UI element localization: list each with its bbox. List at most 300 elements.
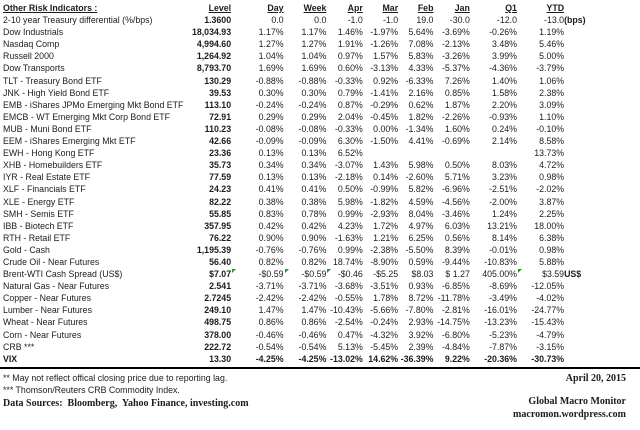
report-page: [0, 2, 640, 421]
column-header-day: Day: [267, 3, 284, 13]
change-value: -0.99%: [370, 184, 399, 195]
indicator-name: EWH - Hong Kong ETF: [3, 148, 95, 159]
change-value: -0.54%: [255, 341, 284, 352]
change-value: 9.22%: [444, 353, 470, 364]
change-value: -0.46%: [255, 329, 284, 340]
change-value: 0.82%: [301, 256, 327, 267]
unit-label: [564, 75, 607, 87]
indicator-name: Gold - Cash: [3, 244, 50, 255]
change-value: -3.69%: [441, 27, 470, 38]
change-value: 0.13%: [258, 148, 284, 159]
risk-indicators-table: [3, 2, 607, 365]
change-value: 1.24%: [492, 208, 517, 219]
change-value: -5.23%: [489, 329, 517, 340]
table-row: [3, 183, 607, 195]
level-value: 1,264.92: [196, 51, 232, 62]
footnotes: [3, 372, 249, 421]
change-value: 6.03%: [444, 220, 470, 231]
indicator-name: XLF - Financials ETF: [3, 184, 86, 195]
change-value: 6.30%: [337, 136, 363, 147]
column-header-mar: Mar: [382, 3, 399, 13]
unit-label: US$: [564, 269, 582, 280]
change-value: -5.37%: [441, 63, 470, 74]
change-value: -3.79%: [536, 63, 565, 74]
unit-label: [564, 87, 607, 99]
unit-label: [564, 183, 607, 195]
change-value: -0.93%: [489, 111, 517, 122]
indicator-name: Natural Gas - Near Futures: [3, 281, 110, 292]
level-value: 113.10: [204, 99, 232, 110]
table-row: [3, 75, 607, 87]
unit-label: [564, 147, 607, 159]
level-value: 55.85: [209, 208, 232, 219]
change-value: 0.98%: [539, 244, 565, 255]
change-value: 5.71%: [444, 172, 470, 183]
change-value: [433, 147, 469, 159]
unit-label: [564, 26, 607, 38]
indicator-name: MUB - Muni Bond ETF: [3, 123, 92, 134]
change-value: 1.40%: [492, 75, 517, 86]
change-value: 0.13%: [301, 148, 327, 159]
change-value: -6.85%: [441, 281, 470, 292]
change-value: 1.58%: [492, 87, 517, 98]
change-value: 0.90%: [301, 232, 327, 243]
indicator-name: EMCB - WT Emerging Mkt Corp Bond ETF: [3, 111, 171, 122]
change-value: -0.33%: [334, 75, 363, 86]
change-value: -0.10%: [536, 123, 565, 134]
change-value: 0.29%: [258, 111, 284, 122]
change-value: -0.24%: [370, 317, 399, 328]
change-value: -0.88%: [255, 75, 284, 86]
change-value: $8.03: [411, 269, 434, 280]
unit-label: [564, 123, 607, 135]
change-value: -3.46%: [441, 208, 470, 219]
unit-label: [564, 208, 607, 220]
change-value: 1.72%: [373, 220, 399, 231]
change-value: 0.62%: [408, 99, 434, 110]
table-row: [3, 147, 607, 159]
change-value: 4.59%: [408, 196, 434, 207]
change-value: -1.0: [347, 15, 363, 26]
change-value: -3.07%: [334, 160, 363, 171]
level-value: 18,034.93: [191, 27, 232, 38]
change-value: -4.32%: [370, 329, 399, 340]
change-value: -7.80%: [405, 305, 434, 316]
change-value: 2.20%: [492, 99, 517, 110]
table-title: Other Risk Indicators :: [3, 3, 98, 13]
change-value: -2.51%: [489, 184, 517, 195]
unit-label: [564, 38, 607, 50]
change-value: -$0.59: [284, 268, 327, 280]
column-header-feb: Feb: [417, 3, 434, 13]
change-value: -30.0: [449, 15, 470, 26]
unit-label: [564, 353, 607, 365]
table-row: [3, 171, 607, 183]
change-value: 3.99%: [492, 51, 517, 62]
change-value: -0.08%: [255, 123, 284, 134]
change-value: 6.25%: [408, 232, 434, 243]
change-value: 13.21%: [487, 220, 517, 231]
level-value: 1,195.39: [196, 244, 232, 255]
change-value: -0.01%: [489, 244, 517, 255]
change-value: -3.68%: [334, 281, 363, 292]
change-value: -0.45%: [370, 111, 399, 122]
change-value: 2.38%: [539, 87, 565, 98]
table-row: [3, 280, 607, 292]
table-row: [3, 50, 607, 62]
change-value: -1.0: [382, 15, 399, 26]
column-header-week: Week: [303, 3, 327, 13]
change-value: 1.60%: [444, 123, 470, 134]
change-value: 0.50%: [444, 160, 470, 171]
change-value: 8.04%: [408, 208, 434, 219]
change-value: -2.93%: [370, 208, 399, 219]
change-value: 0.38%: [258, 196, 284, 207]
unit-label: [564, 256, 607, 268]
table-row: [3, 329, 607, 341]
change-value: -12.05%: [531, 281, 565, 292]
change-value: $ 1.27: [445, 269, 470, 280]
change-value: 0.85%: [444, 87, 470, 98]
level-value: 498.75: [204, 317, 232, 328]
change-value: -5.45%: [370, 341, 399, 352]
change-value: -4.25%: [255, 353, 284, 364]
cell-flag-icon: [518, 269, 522, 273]
level-value: 13.30: [209, 353, 232, 364]
change-value: 1.27%: [258, 39, 284, 50]
footnote-crb-index: *** Thomson/Reuters CRB Commodity Index.: [3, 385, 180, 396]
indicator-name: Corn - Near Futures: [3, 329, 82, 340]
change-value: 1.04%: [258, 51, 284, 62]
change-value: 5.13%: [337, 341, 363, 352]
change-value: -3.71%: [255, 281, 284, 292]
change-value: -11.78%: [437, 293, 470, 304]
table-row: [3, 14, 607, 26]
level-value: 249.10: [204, 305, 232, 316]
footnote-reporting-lag: ** May not reflect offical closing price due to reporting lag.: [3, 372, 228, 383]
change-value: 4.33%: [408, 63, 434, 74]
change-value: 2.04%: [337, 111, 363, 122]
table-row: [3, 220, 607, 232]
change-value: -5.66%: [370, 305, 399, 316]
change-value: -1.50%: [370, 136, 399, 147]
change-value: 1.04%: [301, 51, 327, 62]
indicator-name: Russell 2000: [3, 51, 54, 62]
indicator-name: EMB - iShares JPMo Emerging Mkt Bond ETF: [3, 99, 184, 110]
cell-flag-icon: [285, 269, 289, 273]
unit-label: [564, 341, 607, 353]
indicator-name: Copper - Near Futures: [3, 293, 92, 304]
change-value: -0.69%: [441, 136, 470, 147]
change-value: 14.62%: [368, 353, 399, 364]
change-value: -6.96%: [441, 184, 470, 195]
change-value: 0.0: [314, 15, 327, 26]
table-row: [3, 62, 607, 74]
unit-label: [564, 50, 607, 62]
change-value: 5.88%: [539, 256, 565, 267]
change-value: -0.46%: [298, 329, 327, 340]
change-value: -4.79%: [536, 329, 565, 340]
change-value: 2.25%: [539, 208, 565, 219]
change-value: 5.46%: [539, 39, 565, 50]
change-value: 1.19%: [539, 27, 565, 38]
indicator-name: EEM - iShares Emerging Mkt ETF: [3, 136, 136, 147]
table-row: [3, 208, 607, 220]
level-value: 56.40: [209, 256, 232, 267]
table-row: [3, 26, 607, 38]
change-value: -2.60%: [405, 172, 434, 183]
change-value: -4.56%: [441, 196, 470, 207]
level-value: 2.7245: [204, 293, 232, 304]
change-value: 6.52%: [337, 148, 363, 159]
change-value: -3.51%: [370, 281, 399, 292]
change-value: -0.24%: [255, 99, 284, 110]
change-value: 1.78%: [373, 293, 399, 304]
change-value: -0.29%: [370, 99, 399, 110]
change-value: 0.29%: [301, 111, 327, 122]
change-value: 1.82%: [408, 111, 434, 122]
unit-label: [564, 135, 607, 147]
change-value: -3.13%: [370, 63, 399, 74]
level-value: 35.73: [209, 160, 232, 171]
change-value: 18.00%: [534, 220, 565, 231]
change-value: 0.50%: [337, 184, 363, 195]
change-value: 2.39%: [408, 341, 434, 352]
change-value: 0.79%: [337, 87, 363, 98]
change-value: 0.34%: [301, 160, 327, 171]
data-sources: Data Sources: Bloomberg, Yahoo Finance, investing.com: [3, 397, 249, 409]
footer: [0, 369, 640, 421]
table-row: [3, 135, 607, 147]
change-value: 0.99%: [337, 244, 363, 255]
change-value: 0.24%: [492, 123, 517, 134]
change-value: -2.42%: [298, 293, 327, 304]
change-value: 19.0: [416, 15, 434, 26]
change-value: 1.46%: [337, 27, 363, 38]
change-value: -0.24%: [298, 99, 327, 110]
change-value: -2.81%: [441, 305, 470, 316]
change-value: 0.99%: [337, 208, 363, 219]
table-row: [3, 87, 607, 99]
report-date: April 20, 2015: [565, 372, 626, 384]
table-row: [3, 268, 607, 280]
change-value: -2.42%: [255, 293, 284, 304]
level-value: 1.3600: [204, 15, 232, 26]
change-value: -0.09%: [298, 136, 327, 147]
change-value: -6.33%: [405, 75, 434, 86]
change-value: 5.82%: [408, 184, 434, 195]
table-row: [3, 196, 607, 208]
change-value: -3.49%: [489, 293, 517, 304]
indicator-name: Lumber - Near Futures: [3, 305, 92, 316]
unit-label: [564, 280, 607, 292]
change-value: -10.83%: [484, 256, 517, 267]
change-value: $3.59: [517, 268, 564, 280]
change-value: 1.06%: [539, 75, 565, 86]
level-value: 2.541: [209, 281, 232, 292]
change-value: 3.92%: [408, 329, 434, 340]
change-value: 2.93%: [408, 317, 434, 328]
table-row: [3, 292, 607, 304]
change-value: 2.14%: [492, 136, 517, 147]
change-value: -3.71%: [298, 281, 327, 292]
level-value: 39.53: [209, 87, 232, 98]
change-value: -30.73%: [531, 353, 565, 364]
change-value: -20.36%: [484, 353, 517, 364]
change-value: 8.39%: [444, 244, 470, 255]
change-value: 8.72%: [408, 293, 434, 304]
footer-branding: [513, 372, 626, 421]
change-value: 0.82%: [258, 256, 284, 267]
change-value: 13.73%: [534, 148, 565, 159]
change-value: -2.38%: [370, 244, 399, 255]
change-value: -3.15%: [536, 341, 565, 352]
change-value: -36.39%: [400, 353, 434, 364]
change-value: 0.93%: [408, 281, 434, 292]
change-value: 7.26%: [444, 75, 470, 86]
change-value: 1.43%: [373, 160, 399, 171]
change-value: 1.87%: [444, 99, 470, 110]
indicator-name: Brent-WTI Cash Spread (US$): [3, 269, 123, 280]
change-value: 1.21%: [373, 232, 399, 243]
change-value: 1.17%: [301, 27, 327, 38]
table-row: [3, 99, 607, 111]
indicator-name: Dow Transports: [3, 63, 65, 74]
change-value: 5.98%: [337, 196, 363, 207]
column-header-ytd: YTD: [546, 3, 565, 13]
change-value: 1.69%: [301, 63, 327, 74]
indicator-name: IYR - Real Estate ETF: [3, 172, 91, 183]
change-value: 1.91%: [337, 39, 363, 50]
change-value: 4.41%: [408, 136, 434, 147]
unit-label: [564, 316, 607, 328]
change-value: -0.76%: [255, 244, 284, 255]
table-header-row: [3, 2, 607, 14]
change-value: 6.38%: [539, 232, 565, 243]
change-value: 0.42%: [258, 220, 284, 231]
change-value: 0.13%: [258, 172, 284, 183]
change-value: -1.34%: [405, 123, 434, 134]
indicator-name: VIX: [3, 353, 18, 364]
change-value: -15.43%: [531, 317, 565, 328]
change-value: 4.97%: [408, 220, 434, 231]
change-value: 0.59%: [408, 256, 434, 267]
change-value: 3.09%: [539, 99, 565, 110]
table-row: [3, 316, 607, 328]
change-value: -8.90%: [370, 256, 399, 267]
change-value: 2.16%: [408, 87, 434, 98]
change-value: 4.23%: [337, 220, 363, 231]
change-value: 0.60%: [337, 63, 363, 74]
change-value: 0.98%: [539, 172, 565, 183]
level-value: 77.59: [209, 172, 232, 183]
change-value: 0.86%: [301, 317, 327, 328]
change-value: -13.0: [544, 15, 565, 26]
table-row: [3, 123, 607, 135]
change-value: -1.63%: [334, 232, 363, 243]
change-value: 3.23%: [492, 172, 517, 183]
change-value: -6.80%: [441, 329, 470, 340]
unit-label: [564, 220, 607, 232]
table-row: [3, 256, 607, 268]
unit-label: [564, 292, 607, 304]
change-value: -8.69%: [489, 281, 517, 292]
change-value: -24.77%: [531, 305, 565, 316]
change-value: 1.57%: [373, 51, 399, 62]
indicator-name: RTH - Retail ETF: [3, 232, 71, 243]
brand-url[interactable]: macromon.wordpress.com: [513, 408, 626, 420]
change-value: -14.75%: [437, 317, 470, 328]
change-value: -4.25%: [298, 353, 327, 364]
change-value: 3.87%: [539, 196, 565, 207]
unit-label: [564, 99, 607, 111]
level-value: 23.36: [209, 148, 232, 159]
change-value: 0.97%: [337, 51, 363, 62]
change-value: -2.54%: [334, 317, 363, 328]
change-value: 0.78%: [301, 208, 327, 219]
change-value: 0.00%: [373, 123, 399, 134]
change-value: 0.56%: [444, 232, 470, 243]
change-value: -1.41%: [370, 87, 399, 98]
indicator-name: CRB ***: [3, 341, 35, 352]
change-value: -3.26%: [441, 51, 470, 62]
column-header-jan: Jan: [454, 3, 470, 13]
unit-label: [564, 232, 607, 244]
change-value: 0.87%: [337, 99, 363, 110]
cell-flag-icon: [327, 269, 331, 273]
table-row: [3, 353, 607, 365]
level-value: 378.00: [204, 329, 232, 340]
change-value: 5.83%: [408, 51, 434, 62]
change-value: 5.64%: [408, 27, 434, 38]
change-value: 4.72%: [539, 160, 565, 171]
change-value: -0.26%: [489, 27, 517, 38]
change-value: 0.90%: [258, 232, 284, 243]
level-value: 8,793.70: [196, 63, 232, 74]
change-value: -5.50%: [405, 244, 434, 255]
unit-label: (bps): [564, 15, 586, 26]
change-value: 1.27%: [301, 39, 327, 50]
change-value: 0.41%: [258, 184, 284, 195]
column-header-apr: Apr: [347, 3, 363, 13]
level-value: 4,994.60: [196, 39, 232, 50]
level-value: 76.22: [209, 232, 232, 243]
level-value: $7.07: [209, 269, 232, 280]
change-value: 5.00%: [539, 51, 565, 62]
unit-label: [564, 244, 607, 256]
column-header-q1: Q1: [505, 3, 517, 13]
change-value: -10.43%: [330, 305, 363, 316]
unit-label: [564, 171, 607, 183]
level-value: 130.29: [204, 75, 232, 86]
change-value: -4.36%: [489, 63, 517, 74]
change-value: 0.13%: [301, 172, 327, 183]
change-value: 8.14%: [492, 232, 517, 243]
change-value: 0.47%: [337, 329, 363, 340]
change-value: -1.26%: [370, 39, 399, 50]
table-row: [3, 244, 607, 256]
change-value: 0.86%: [258, 317, 284, 328]
indicator-name: Nasdaq Comp: [3, 39, 60, 50]
unit-label: [564, 159, 607, 171]
table-row: [3, 159, 607, 171]
change-value: 0.0: [271, 15, 284, 26]
indicator-name: XHB - Homebuilders ETF: [3, 160, 103, 171]
change-value: 0.83%: [258, 208, 284, 219]
table-row: [3, 304, 607, 316]
change-value: -$5.25: [373, 269, 399, 280]
change-value: -2.26%: [441, 111, 470, 122]
